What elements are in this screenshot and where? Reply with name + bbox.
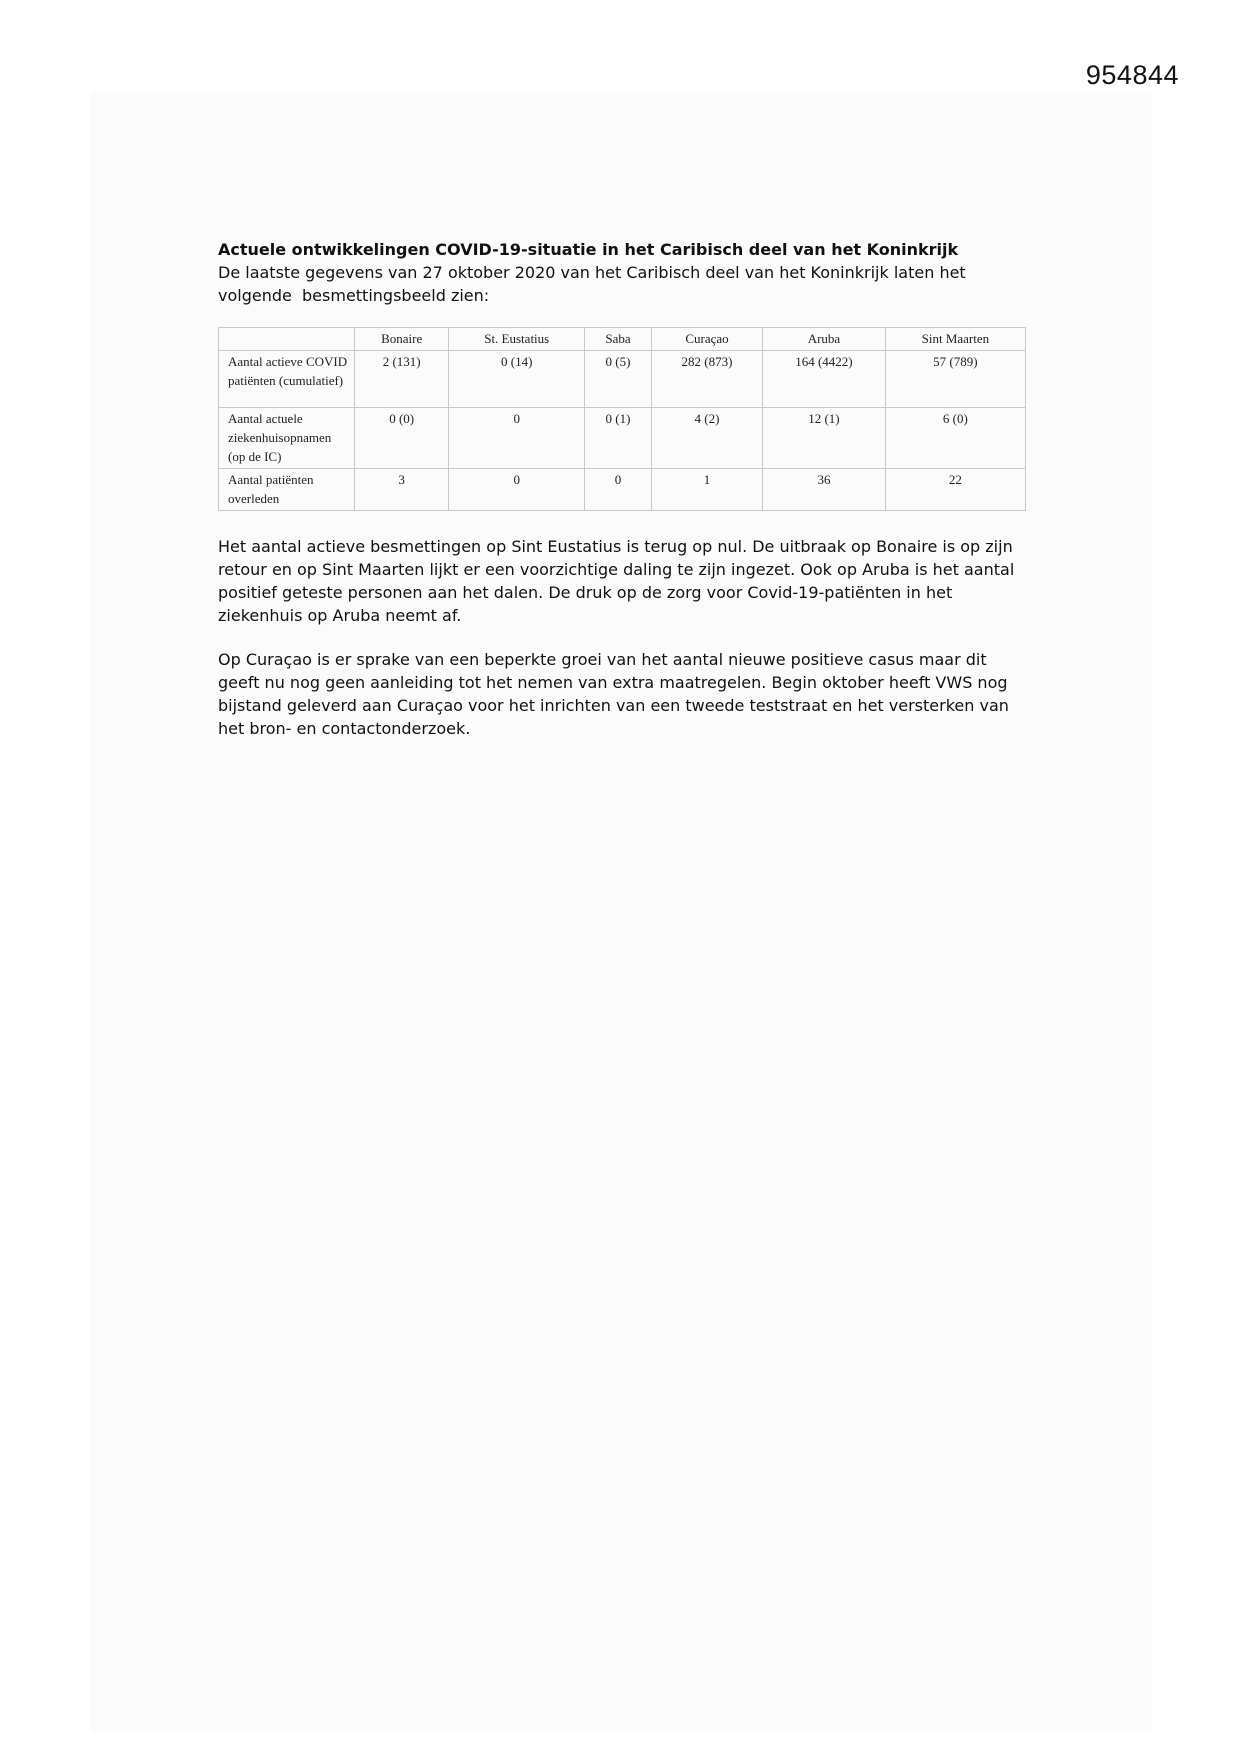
table-cell: 4 (2) xyxy=(651,408,762,469)
table-cell: 36 xyxy=(763,469,886,511)
table-row xyxy=(219,408,1026,469)
row-label: Aantal actieve COVID patiënten (cumulatief) xyxy=(219,351,355,408)
table-cell: 3 xyxy=(355,469,449,511)
table-row xyxy=(219,351,1026,408)
column-header: Curaçao xyxy=(651,328,762,351)
paragraph: Het aantal actieve besmettingen op Sint Eustatius is terug op nul. De uitbraak op Bonaire is op zijn retour en op Sint Maarten lijkt er een voorzichtige daling te zijn ingezet. Ook op Aruba is het aantal positief geteste personen aan het dalen. De druk op de zorg voor Covid-19-patiënten in het ziekenhuis op Aruba neemt af. xyxy=(218,537,1015,625)
column-header: Aruba xyxy=(763,328,886,351)
table-cell: 57 (789) xyxy=(885,351,1025,408)
table-row xyxy=(219,469,1026,511)
row-label: Aantal actuele ziekenhuisopnamen (op de IC) xyxy=(219,408,355,469)
table-cell: 6 (0) xyxy=(885,408,1025,469)
table-header-row xyxy=(219,328,1026,351)
column-header: St. Eustatius xyxy=(449,328,585,351)
covid-statistics-table xyxy=(218,327,1026,511)
table-cell: 0 xyxy=(449,469,585,511)
table-corner-cell xyxy=(219,328,355,351)
table-cell: 0 (5) xyxy=(585,351,652,408)
table-cell: 2 (131) xyxy=(355,351,449,408)
table-cell: 0 (0) xyxy=(355,408,449,469)
table-cell: 12 (1) xyxy=(763,408,886,469)
paragraph: Op Curaçao is er sprake van een beperkte groei van het aantal nieuwe positieve casus maar dit geeft nu nog geen aanleiding tot het nemen van extra maatregelen. Begin oktober heeft VWS nog bijstand geleverd aan Curaçao voor het inrichten van een tweede teststraat en het versterken van het bron- en contactonderzoek. xyxy=(218,650,1009,738)
column-header: Bonaire xyxy=(355,328,449,351)
section-heading: Actuele ontwikkelingen COVID-19-situatie in het Caribisch deel van het Koninkrijk xyxy=(218,240,959,259)
table-cell: 0 (14) xyxy=(449,351,585,408)
document-id: 954844 xyxy=(1085,60,1179,90)
table-cell: 0 (1) xyxy=(585,408,652,469)
document-body xyxy=(218,238,1028,740)
row-label: Aantal patiënten overleden xyxy=(219,469,355,511)
table-cell: 1 xyxy=(651,469,762,511)
intro-text: De laatste gegevens van 27 oktober 2020 van het Caribisch deel van het Koninkrijk laten het volgende besmettingsbeeld zien: xyxy=(218,263,971,305)
column-header: Saba xyxy=(585,328,652,351)
table-cell: 22 xyxy=(885,469,1025,511)
table-cell: 0 xyxy=(449,408,585,469)
column-header: Sint Maarten xyxy=(885,328,1025,351)
table-cell: 164 (4422) xyxy=(763,351,886,408)
table-cell: 0 xyxy=(585,469,652,511)
table-cell: 282 (873) xyxy=(651,351,762,408)
